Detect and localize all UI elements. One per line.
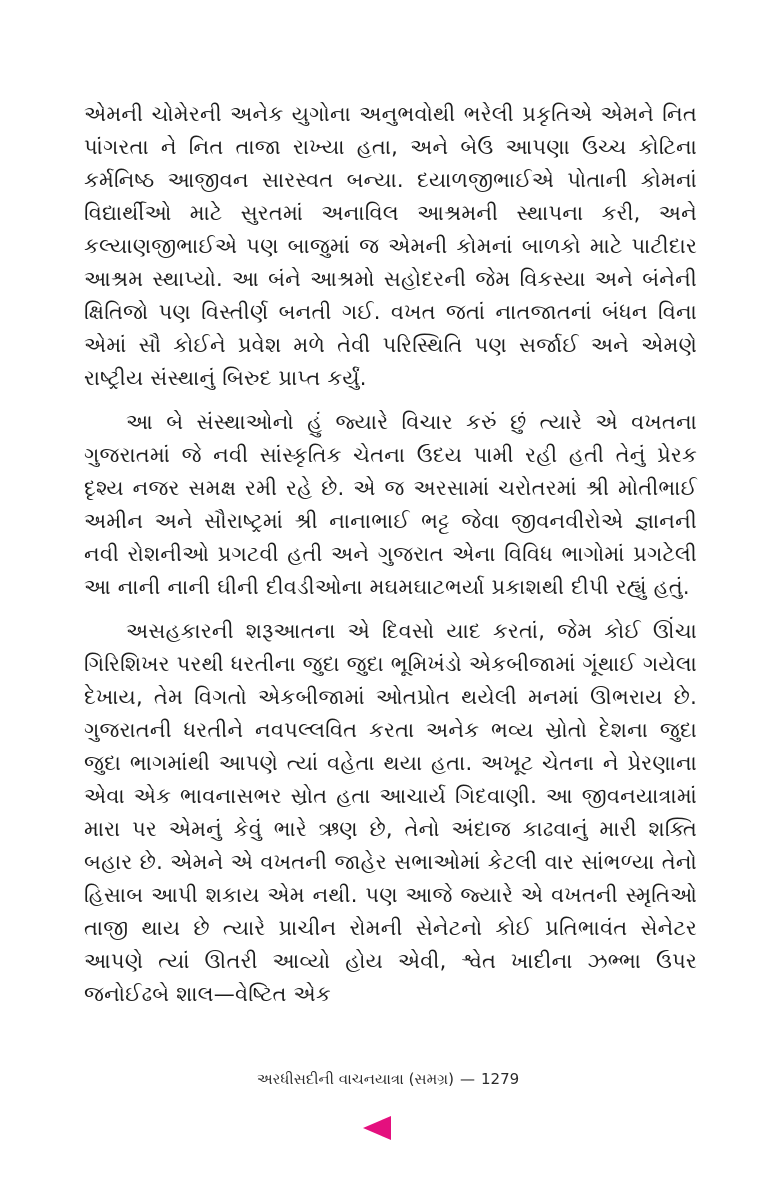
paragraph: આ બે સંસ્થાઓનો હું જ્યારે વિચાર કરું છું ત્યારે એ વખતના ગુજરાતમાં જે નવી સાંસ્કૃતિક ચેતના ઉદય પામી રહી હતી તેનું પ્રેરક દૃશ્ય નજર સમક્ષ રમી રહે છે. એ જ અરસામાં ચરોતરમાં શ્રી મોતીભાઈ અમીન અને સૌરાષ્ટ્રમાં શ્રી નાનાભાઈ ભટ્ટ જેવા જીવનવીરોએ જ્ઞાનની નવી રોશનીઓ પ્રગટવી હતી અને ગુજરાત એના વિવિધ ભાગોમાં પ્રગટેલી આ નાની નાની ઘીની દીવડીઓના મઘમઘાટભર્યા પ્રકાશથી દીપી રહ્યું હતું. bbox=[84, 410, 697, 599]
page-number: 1279 bbox=[480, 1070, 520, 1088]
prev-page-arrow-icon[interactable] bbox=[363, 1116, 391, 1140]
text-block bbox=[84, 98, 697, 1022]
footer-separator: — bbox=[459, 1070, 475, 1088]
page-footer bbox=[0, 1068, 776, 1090]
book-title: અરધીસદીની વાચનયાત્રા (સમગ્ર) bbox=[256, 1070, 454, 1088]
paragraph: અસહકારની શરૂઆતના એ દિવસો યાદ કરતાં, જેમ કોઈ ઊંચા ગિરિશિખર પરથી ધરતીના જુદા જુદા ભૂમિખંડો એકબીજામાં ગૂંથાઈ ગયેલા દેખાય, તેમ વિગતો એકબીજામાં ઓતપ્રોત થયેલી મનમાં ઊભરાય છે. ગુજરાતની ધરતીને નવપલ્લવિત કરતા અનેક ભવ્ય સ્રોતો દેશના જુદા જુદા ભાગમાંથી આપણે ત્યાં વહેતા થયા હતા. અખૂટ ચેતના ને પ્રેરણાના એવા એક ભાવનાસભર સ્રોત હતા આચાર્ય ગિદવાણી. આ જીવનયાત્રામાં મારા પર એમનું કેવું ભારે ઋણ છે, તેનો અંદાજ કાઢવાનું મારી શક્તિ બહાર છે. એમને એ વખતની જાહેર સભાઓમાં કેટલી વાર સાંભળ્યા તેનો હિસાબ આપી શકાય એમ નથી. પણ આજે જ્યારે એ વખતની સ્મૃતિઓ તાજી થાય છે ત્યારે પ્રાચીન રોમની સેનેટનો કોઈ પ્રતિભાવંત સેનેટર આપણે ત્યાં ઊતરી આવ્યો હોય એવી, શ્વેત ખાદીના ઝભ્ભા ઉપર જનોઈઢબે શાલ—વેષ્ટિત એક bbox=[84, 619, 697, 1006]
paragraph: એમની ચોમેરની અનેક યુગોના અનુભવોથી ભરેલી પ્રકૃતિએ એમને નિત પાંગરતા ને નિત તાજા રાખ્યા હતા, અને બેઉ આપણા ઉચ્ચ કોટિના કર્મનિષ્ઠ આજીવન સારસ્વત બન્યા. દયાળજીભાઈએ પોતાની કોમનાં વિદ્યાર્થીઓ માટે સુરતમાં અનાવિલ આશ્રમની સ્થાપના કરી, અને કલ્યાણજીભાઈએ પણ બાજુમાં જ એમની કોમનાં બાળકો માટે પાટીદાર આશ્રમ સ્થાપ્યો. આ બંને આશ્રમો સહોદરની જેમ વિકસ્યા અને બંનેની ક્ષિતિજો પણ વિસ્તીર્ણ બનતી ગઈ. વખત જતાં નાતજાતનાં બંધન વિના એમાં સૌ કોઈને પ્રવેશ મળે તેવી પરિસ્થિતિ પણ સર્જાઈ અને એમણે રાષ્ટ્રીય સંસ્થાનું બિરુદ પ્રાપ્ત કર્યું. bbox=[84, 102, 697, 390]
